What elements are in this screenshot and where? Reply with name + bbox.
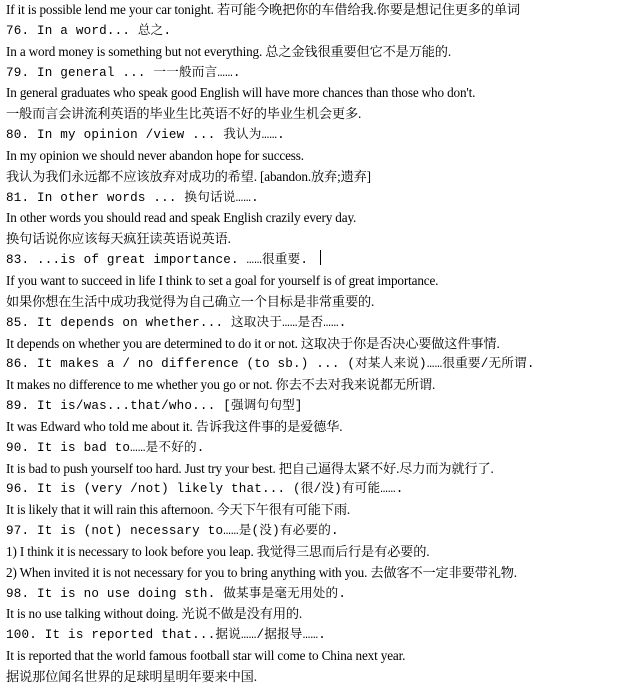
text-line-1 bbox=[6, 0, 640, 21]
example-line bbox=[6, 500, 640, 521]
line-text: 83. ...is of great importance. ……很重要. bbox=[6, 253, 309, 268]
heading-line-76 bbox=[6, 21, 640, 42]
heading-line-80 bbox=[6, 125, 640, 146]
line-text: It is reported that the world famous football star will come to China next year. bbox=[6, 648, 406, 664]
line-text: If you want to succeed in life I think to set a goal for yourself is of great importance. bbox=[6, 272, 439, 288]
example-line bbox=[6, 459, 640, 480]
line-text: If it is possible lend me your car tonight. 若可能今晚把你的车借给我.你要是想记住更多的单词 bbox=[6, 2, 520, 17]
line-text: 换句话说你应该每天疯狂读英语说英语. bbox=[6, 231, 231, 247]
line-text: 一般而言会讲流利英语的毕业生比英语不好的毕业生机会更多. bbox=[6, 106, 362, 122]
line-text: 100. It is reported that...据说……/据报导……. bbox=[6, 628, 326, 643]
line-text: 97. It is (not) necessary to……是(没)有必要的. bbox=[6, 524, 339, 539]
line-text: It was Edward who told me about it. 告诉我这件事的是爱德华. bbox=[6, 418, 343, 434]
translation-line bbox=[6, 229, 640, 250]
line-text: 98. It is no use doing sth. 做某事是毫无用处的. bbox=[6, 586, 347, 601]
line-text: 80. In my opinion /view ... 我认为……. bbox=[6, 128, 285, 143]
line-text: 90. It is bad to……是不好的. bbox=[6, 440, 205, 455]
heading-line-90 bbox=[6, 438, 640, 459]
line-text: 96. It is (very /not) likely that... (很/没)有可能……. bbox=[6, 482, 404, 497]
translation-line bbox=[6, 104, 640, 125]
text-cursor bbox=[320, 250, 321, 265]
example-line bbox=[6, 563, 640, 584]
line-text: It depends on whether you are determined to do it or not. 这取决于你是否决心要做这件事情. bbox=[6, 335, 500, 351]
heading-line-96 bbox=[6, 479, 640, 500]
line-text: 76. In a word... 总之. bbox=[6, 23, 172, 38]
line-text: 据说那位闻名世界的足球明星明年要来中国. bbox=[6, 669, 257, 684]
line-text: 2) When invited it is not necessary for you to bring anything with you. 去做客不一定非要带礼物. bbox=[6, 564, 517, 580]
example-line bbox=[6, 334, 640, 355]
translation-line bbox=[6, 292, 640, 313]
line-text: 如果你想在生活中成功我觉得为自己确立一个目标是非常重要的. bbox=[6, 293, 375, 309]
heading-line-79 bbox=[6, 63, 640, 84]
translation-line bbox=[6, 667, 640, 688]
line-text: 79. In general ... 一一般而言……. bbox=[6, 65, 241, 80]
line-text: 1) I think it is necessary to look before you leap. 我觉得三思而后行是有必要的. bbox=[6, 543, 430, 559]
line-text: 我认为我们永远都不应该放弃对成功的希望. [abandon.放弃;遗弃] bbox=[6, 168, 371, 184]
example-line bbox=[6, 375, 640, 396]
example-line bbox=[6, 646, 640, 667]
line-text: 85. It depends on whether... 这取决于……是否……. bbox=[6, 315, 347, 330]
heading-line-98 bbox=[6, 584, 640, 605]
line-text: 86. It makes a / no difference (to sb.) ... (对某人来说)……很重要/无所谓. bbox=[6, 357, 535, 372]
line-text: In a word money is something but not everything. 总之金钱很重要但它不是万能的. bbox=[6, 43, 451, 59]
line-text: It makes no difference to me whether you go or not. 你去不去对我来说都无所谓. bbox=[6, 377, 436, 393]
line-text: In general graduates who speak good English will have more chances than those who don't. bbox=[6, 85, 476, 101]
line-text: In other words you should read and speak English crazily every day. bbox=[6, 210, 357, 226]
heading-line-85 bbox=[6, 313, 640, 334]
example-line bbox=[6, 604, 640, 625]
example-line bbox=[6, 542, 640, 563]
heading-line-83 bbox=[6, 250, 640, 271]
line-text: 81. In other words ... 换句话说……. bbox=[6, 190, 259, 205]
example-line bbox=[6, 42, 640, 63]
heading-line-89 bbox=[6, 396, 640, 417]
line-text: In my opinion we should never abandon hope for success. bbox=[6, 147, 304, 163]
heading-line-97 bbox=[6, 521, 640, 542]
heading-line-86 bbox=[6, 354, 640, 375]
example-line bbox=[6, 271, 640, 292]
example-line bbox=[6, 208, 640, 229]
heading-line-81 bbox=[6, 188, 640, 209]
example-line bbox=[6, 146, 640, 167]
line-text: It is bad to push yourself too hard. Just try your best. 把自己逼得太紧不好.尽力而为就行了. bbox=[6, 460, 494, 476]
line-text: It is no use talking without doing. 光说不做是没有用的. bbox=[6, 606, 303, 622]
example-line bbox=[6, 83, 640, 104]
heading-line-100 bbox=[6, 625, 640, 646]
translation-line bbox=[6, 167, 640, 188]
example-line bbox=[6, 417, 640, 438]
line-text: It is likely that it will rain this afternoon. 今天下午很有可能下雨. bbox=[6, 502, 351, 518]
line-text: 89. It is/was...that/who... [强调句句型] bbox=[6, 399, 303, 414]
